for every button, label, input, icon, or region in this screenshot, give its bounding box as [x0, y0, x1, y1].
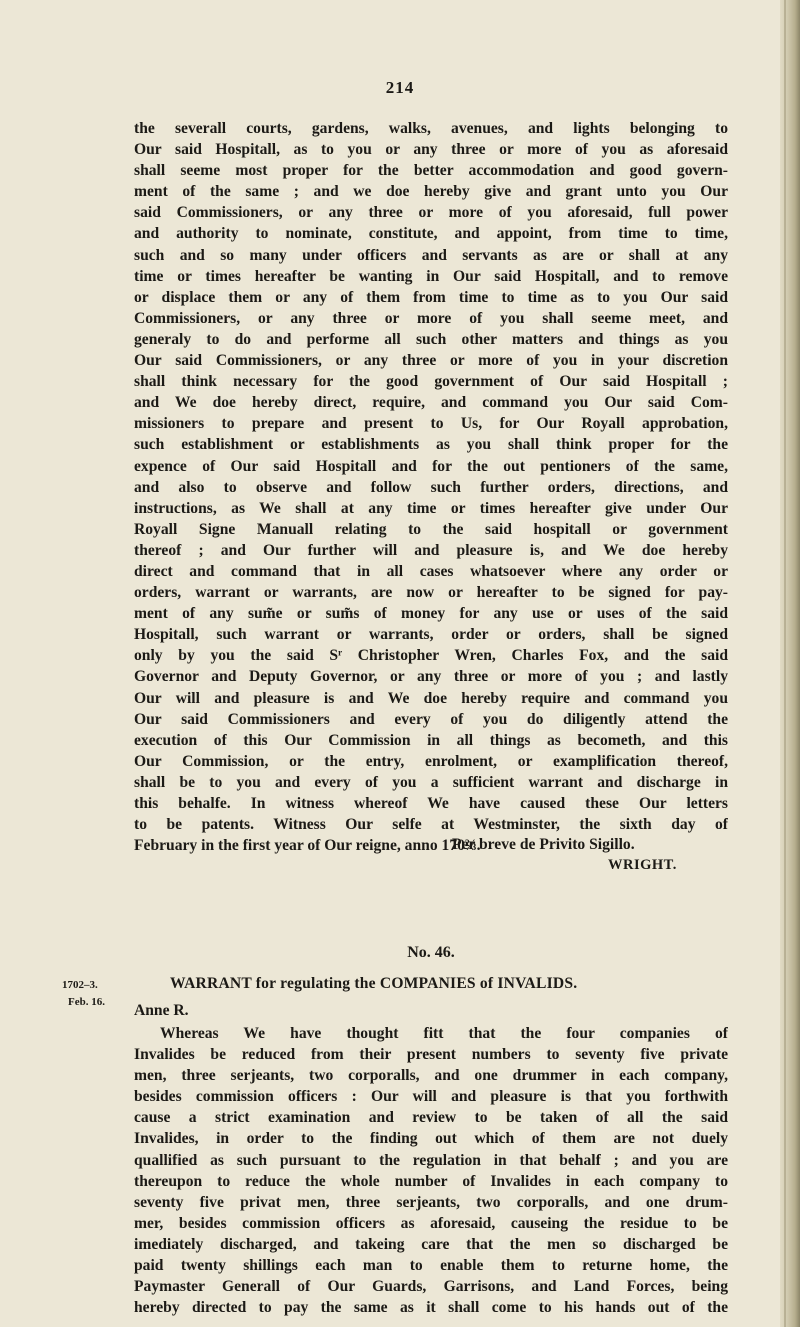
document-number: No. 46.	[407, 944, 455, 961]
text-line: Our Commission, or the entry, enrolment, or examplification thereof,	[134, 752, 728, 770]
text-line: or displace them or any of them from time to time as to you Our said	[134, 288, 728, 306]
text-line: paid twenty shillings each man to enable them to returne home, the	[134, 1257, 728, 1275]
text-line: expence of Our said Hospitall and for the out pentioners of the same,	[134, 457, 728, 475]
text-line: men, three serjeants, two corporalls, and one drummer in each company,	[134, 1067, 728, 1085]
text-line: Governor and Deputy Governor, or any three or more of you ; and lastly	[134, 668, 728, 686]
page-edge	[780, 0, 800, 1327]
text-line: Invalides be reduced from their present numbers to seventy five private	[134, 1046, 728, 1064]
text-line: Paymaster Generall of Our Guards, Garrisons, and Land Forces, being	[134, 1278, 728, 1296]
text-line: Royall Signe Manuall relating to the said hospitall or government	[134, 520, 728, 538]
text-line: such and so many under officers and servants as are or shall at any	[134, 246, 728, 264]
text-line: cause a strict examination and review to be taken of all the said	[134, 1109, 728, 1127]
text-line: thereof ; and Our further will and pleasure is, and We doe hereby	[134, 541, 728, 559]
text-line: Our will and pleasure is and We doe hereby require and command you	[134, 689, 728, 707]
text-line: shall seeme most proper for the better accommodation and good govern-	[134, 162, 728, 180]
text-line: this behalfe. In witness whereof We have caused these Our letters	[134, 795, 728, 812]
text-line: Hospitall, such warrant or warrants, order or orders, shall be signed	[134, 626, 728, 644]
text-line: February in the first year of Our reigne, anno 170⅔.	[134, 837, 481, 855]
text-line: imediately discharged, and takeing care that the men so discharged be	[134, 1235, 728, 1253]
text-line: shall be to you and every of you a sufficient warrant and discharge in	[134, 773, 728, 791]
text-line: besides commission officers : Our will and pleasure is that you forthwith	[134, 1088, 728, 1106]
text-line: generaly to do and performe all such other matters and things as you	[134, 330, 728, 348]
text-line: the severall courts, gardens, walks, avenues, and lights belonging to	[134, 120, 728, 137]
margin-year-note: 1702–3.	[62, 979, 98, 991]
text-line: mer, besides commission officers as aforesaid, causeing the residue to be	[134, 1214, 728, 1232]
text-line: missioners to prepare and present to Us, for Our Royall approbation,	[134, 415, 728, 433]
text-line: ment of any sum̃e or sum̃s of money for any use or uses of the said	[134, 605, 728, 623]
text-line: thereupon to reduce the whole number of Invalides in each company to	[134, 1172, 728, 1190]
warrant-heading: WARRANT for regulating the COMPANIES of INVALIDS.	[170, 975, 578, 992]
text-line: to be patents. Witness Our selfe at Westminster, the sixth day of	[134, 816, 728, 834]
text-line: hereby directed to pay the same as it shall come to his hands out of the	[134, 1299, 728, 1317]
text-line: and also to observe and follow such further orders, directions, and	[134, 478, 728, 496]
text-line: and authority to nominate, constitute, and appoint, from time to time,	[134, 225, 728, 243]
commission-text	[134, 118, 728, 856]
text-line: Whereas We have thought fitt that the four companies of	[160, 1025, 728, 1042]
page-number: 214	[385, 78, 415, 97]
royal-signature: Anne R.	[134, 1002, 189, 1019]
text-line: quallified as such pursuant to the regulation in that behalf ; and you are	[134, 1151, 728, 1169]
text-line: direct and command that in all cases whatsoever where any order or	[134, 562, 728, 580]
text-line: seventy five privat men, three serjeants, two corporalls, and one drum-	[134, 1193, 728, 1211]
text-line: ment of the same ; and we doe hereby give and grant unto you Our	[134, 183, 728, 201]
privy-seal-signoff: Per breve de Privito Sigillo.	[452, 836, 635, 853]
text-line: time or times hereafter be wanting in Our said Hospitall, and to remove	[134, 267, 728, 285]
text-line: shall think necessary for the good government of Our said Hospitall ;	[134, 373, 728, 391]
text-line: and We doe hereby direct, require, and command you Our said Com-	[134, 394, 728, 412]
warrant-text	[134, 1023, 728, 1318]
text-line: said Commissioners, or any three or more of you aforesaid, full power	[134, 204, 728, 222]
text-line: Our said Commissioners and every of you do diligently attend the	[134, 710, 728, 728]
text-line: Our said Commissioners, or any three or more of you in your discretion	[134, 352, 728, 370]
text-line: Invalides, in order to the finding out which of them are not duely	[134, 1130, 728, 1148]
text-line: such establishment or establishments as you shall think proper for the	[134, 436, 728, 454]
text-line: only by you the said Sʳ Christopher Wren, Charles Fox, and the said	[134, 647, 728, 665]
margin-date-note: Feb. 16.	[68, 996, 105, 1008]
signatory-name: WRIGHT.	[608, 857, 677, 873]
text-line: execution of this Our Commission in all things as becometh, and this	[134, 731, 728, 749]
text-line: Commissioners, or any three or more of you shall seeme meet, and	[134, 309, 728, 327]
text-line: Our said Hospitall, as to you or any three or more of you as aforesaid	[134, 141, 728, 159]
text-line: orders, warrant or warrants, are now or hereafter to be signed for pay-	[134, 584, 728, 602]
text-line: instructions, as We shall at any time or times hereafter give under Our	[134, 499, 728, 517]
